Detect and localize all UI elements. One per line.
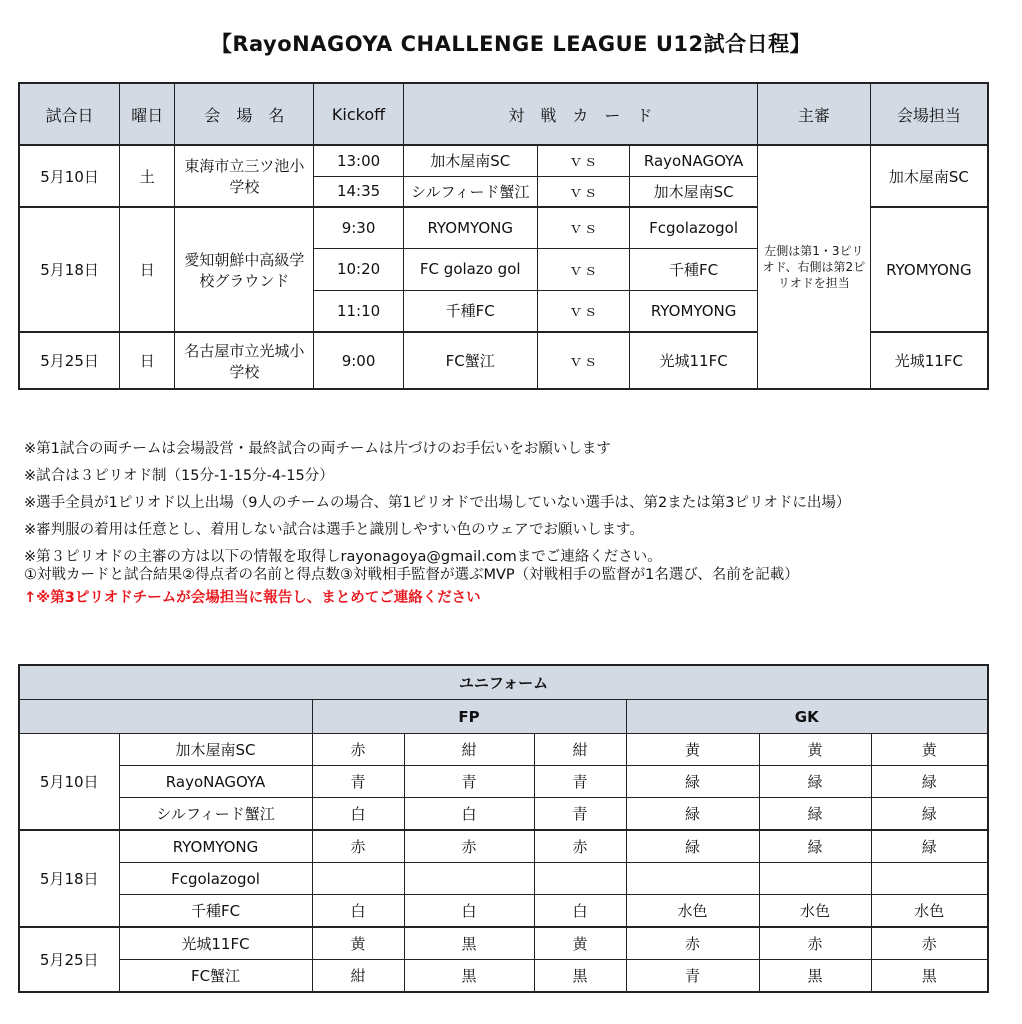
uniform-date: 5月10日 (19, 734, 119, 831)
uniform-team-name: シルフィード蟹江 (119, 798, 312, 831)
uniform-title: ユニフォーム (19, 665, 988, 700)
match-date: 5月10日 (19, 145, 120, 207)
gk-color-cell: 緑 (871, 830, 988, 863)
uniform-row (19, 960, 988, 993)
kickoff-time: 9:30 (314, 207, 404, 248)
fp-color-cell: 赤 (404, 830, 534, 863)
uniform-title-row (19, 665, 988, 700)
kickoff-time: 10:20 (314, 248, 404, 290)
match-dow: 土 (120, 145, 175, 207)
match-venue: 名古屋市立光城小学校 (175, 332, 314, 389)
gk-color-cell: 黄 (759, 734, 871, 766)
fp-color-cell: 青 (534, 766, 626, 798)
uniform-row (19, 895, 988, 928)
fp-color-cell: 白 (534, 895, 626, 928)
venue-staff: 加木屋南SC (870, 145, 988, 207)
header-referee: 主審 (758, 83, 871, 145)
gk-color-cell: 緑 (759, 798, 871, 831)
fp-color-cell: 赤 (312, 830, 404, 863)
fp-color-cell: 黒 (534, 960, 626, 993)
fp-color-cell: 黒 (404, 927, 534, 960)
fp-color-cell: 紺 (404, 734, 534, 766)
header-venue-staff: 会場担当 (870, 83, 988, 145)
fp-color-cell: 黄 (312, 927, 404, 960)
away-team: RayoNAGOYA (630, 145, 758, 176)
gk-color-cell: 緑 (871, 766, 988, 798)
match-venue: 愛知朝鮮中高級学校グラウンド (175, 207, 314, 332)
gk-color-cell: 緑 (759, 766, 871, 798)
away-team: 加木屋南SC (630, 176, 758, 207)
match-dow: 日 (120, 332, 175, 389)
fp-color-cell: 白 (312, 798, 404, 831)
gk-color-cell: 水色 (626, 895, 759, 928)
match-date: 5月25日 (19, 332, 120, 389)
uniform-date: 5月18日 (19, 830, 119, 927)
note-text: ※試合は３ピリオド制（15分-1-15分-4-15分） (24, 468, 334, 484)
home-team: FC golazo gol (403, 248, 537, 290)
vs-label: ｖｓ (537, 248, 630, 290)
gk-color-cell: 緑 (626, 830, 759, 863)
vs-label: ｖｓ (537, 207, 630, 248)
note-text: ※審判服の着用は任意とし、着用しない試合は選手と識別しやすい色のウェアでお願いします。 (24, 522, 644, 538)
uniform-row (19, 830, 988, 863)
gk-color-cell: 水色 (871, 895, 988, 928)
uniform-team-name: 加木屋南SC (119, 734, 312, 766)
uniform-team-name: RayoNAGOYA (119, 766, 312, 798)
fp-color-cell: 白 (312, 895, 404, 928)
uniform-row (19, 734, 988, 766)
gk-color-cell: 黄 (626, 734, 759, 766)
uniform-team-name: 光城11FC (119, 927, 312, 960)
fp-header: FP (312, 700, 626, 734)
home-team: 加木屋南SC (403, 145, 537, 176)
fp-color-cell: 白 (404, 895, 534, 928)
fp-color-cell (312, 863, 404, 895)
uniform-team-name: FC蟹江 (119, 960, 312, 993)
header-venue: 会 場 名 (175, 83, 314, 145)
uniform-row (19, 863, 988, 895)
schedule-table (18, 82, 989, 390)
uniform-team-name: 千種FC (119, 895, 312, 928)
fp-color-cell (404, 863, 534, 895)
gk-color-cell: 緑 (871, 798, 988, 831)
away-team: 千種FC (630, 248, 758, 290)
match-date: 5月18日 (19, 207, 120, 332)
away-team: RYOMYONG (630, 290, 758, 332)
uniform-row (19, 798, 988, 831)
uniform-team-name: RYOMYONG (119, 830, 312, 863)
gk-color-cell: 黄 (871, 734, 988, 766)
match-dow: 日 (120, 207, 175, 332)
note-text: ①対戦カードと試合結果②得点者の名前と得点数③対戦相手監督が選ぶMVP（対戦相手の監督が1名選び、名前を記載） (24, 567, 799, 583)
fp-color-cell: 黒 (404, 960, 534, 993)
gk-color-cell: 赤 (871, 927, 988, 960)
gk-header: GK (626, 700, 988, 734)
uniform-date: 5月25日 (19, 927, 119, 992)
schedule-header-row (19, 83, 988, 145)
home-team: 千種FC (403, 290, 537, 332)
gk-color-cell (871, 863, 988, 895)
kickoff-time: 9:00 (314, 332, 404, 389)
kickoff-time: 11:10 (314, 290, 404, 332)
fp-color-cell (534, 863, 626, 895)
gk-color-cell (759, 863, 871, 895)
notes-section (24, 440, 999, 607)
away-team: Fcgolazogol (630, 207, 758, 248)
fp-color-cell: 紺 (534, 734, 626, 766)
fp-color-cell: 青 (404, 766, 534, 798)
gk-color-cell: 青 (626, 960, 759, 993)
red-note-text: ↑※第3ピリオドチームが会場担当に報告し、まとめてご連絡ください (24, 590, 481, 606)
gk-color-cell: 赤 (626, 927, 759, 960)
fp-color-cell: 青 (534, 798, 626, 831)
fp-color-cell: 白 (404, 798, 534, 831)
home-team: RYOMYONG (403, 207, 537, 248)
away-team: 光城11FC (630, 332, 758, 389)
fp-color-cell: 青 (312, 766, 404, 798)
gk-color-cell: 水色 (759, 895, 871, 928)
gk-color-cell: 赤 (759, 927, 871, 960)
uniform-blank-header (19, 700, 312, 734)
uniform-subheader-row (19, 700, 988, 734)
uniform-table (18, 664, 989, 993)
uniform-row (19, 766, 988, 798)
note-text: ※第1試合の両チームは会場設営・最終試合の両チームは片づけのお手伝いをお願いします (24, 441, 611, 457)
header-kickoff: Kickoff (314, 83, 404, 145)
vs-label: ｖｓ (537, 290, 630, 332)
venue-staff: 光城11FC (870, 332, 988, 389)
vs-label: ｖｓ (537, 145, 630, 176)
venue-staff: RYOMYONG (870, 207, 988, 332)
kickoff-time: 14:35 (314, 176, 404, 207)
gk-color-cell: 緑 (759, 830, 871, 863)
home-team: シルフィード蟹江 (403, 176, 537, 207)
match-venue: 東海市立三ツ池小学校 (175, 145, 314, 207)
kickoff-time: 13:00 (314, 145, 404, 176)
header-date: 試合日 (19, 83, 120, 145)
note-text: ※選手全員が1ピリオド以上出場（9人のチームの場合、第1ピリオドで出場していない選手は、第2または第3ピリオドに出場） (24, 495, 851, 511)
uniform-row (19, 927, 988, 960)
fp-color-cell: 赤 (534, 830, 626, 863)
vs-label: ｖｓ (537, 332, 630, 389)
fp-color-cell: 紺 (312, 960, 404, 993)
home-team: FC蟹江 (403, 332, 537, 389)
fp-color-cell: 赤 (312, 734, 404, 766)
fp-color-cell: 黄 (534, 927, 626, 960)
gk-color-cell: 緑 (626, 798, 759, 831)
header-dow: 曜日 (120, 83, 175, 145)
gk-color-cell: 黒 (759, 960, 871, 993)
gk-color-cell: 黒 (871, 960, 988, 993)
gk-color-cell: 緑 (626, 766, 759, 798)
page-title: 【RayoNAGOYA CHALLENGE LEAGUE U12試合日程】 (210, 32, 812, 56)
vs-label: ｖｓ (537, 176, 630, 207)
referee-note: 左側は第1・3ピリオド、右側は第2ピリオドを担当 (758, 145, 871, 389)
uniform-team-name: Fcgolazogol (119, 863, 312, 895)
match-row (19, 145, 988, 176)
gk-color-cell (626, 863, 759, 895)
header-matchup: 対 戦 カ ー ド (403, 83, 757, 145)
note-text: ※第３ピリオドの主審の方は以下の情報を取得しrayonagoya@gmail.comまでご連絡ください。 (24, 549, 662, 565)
